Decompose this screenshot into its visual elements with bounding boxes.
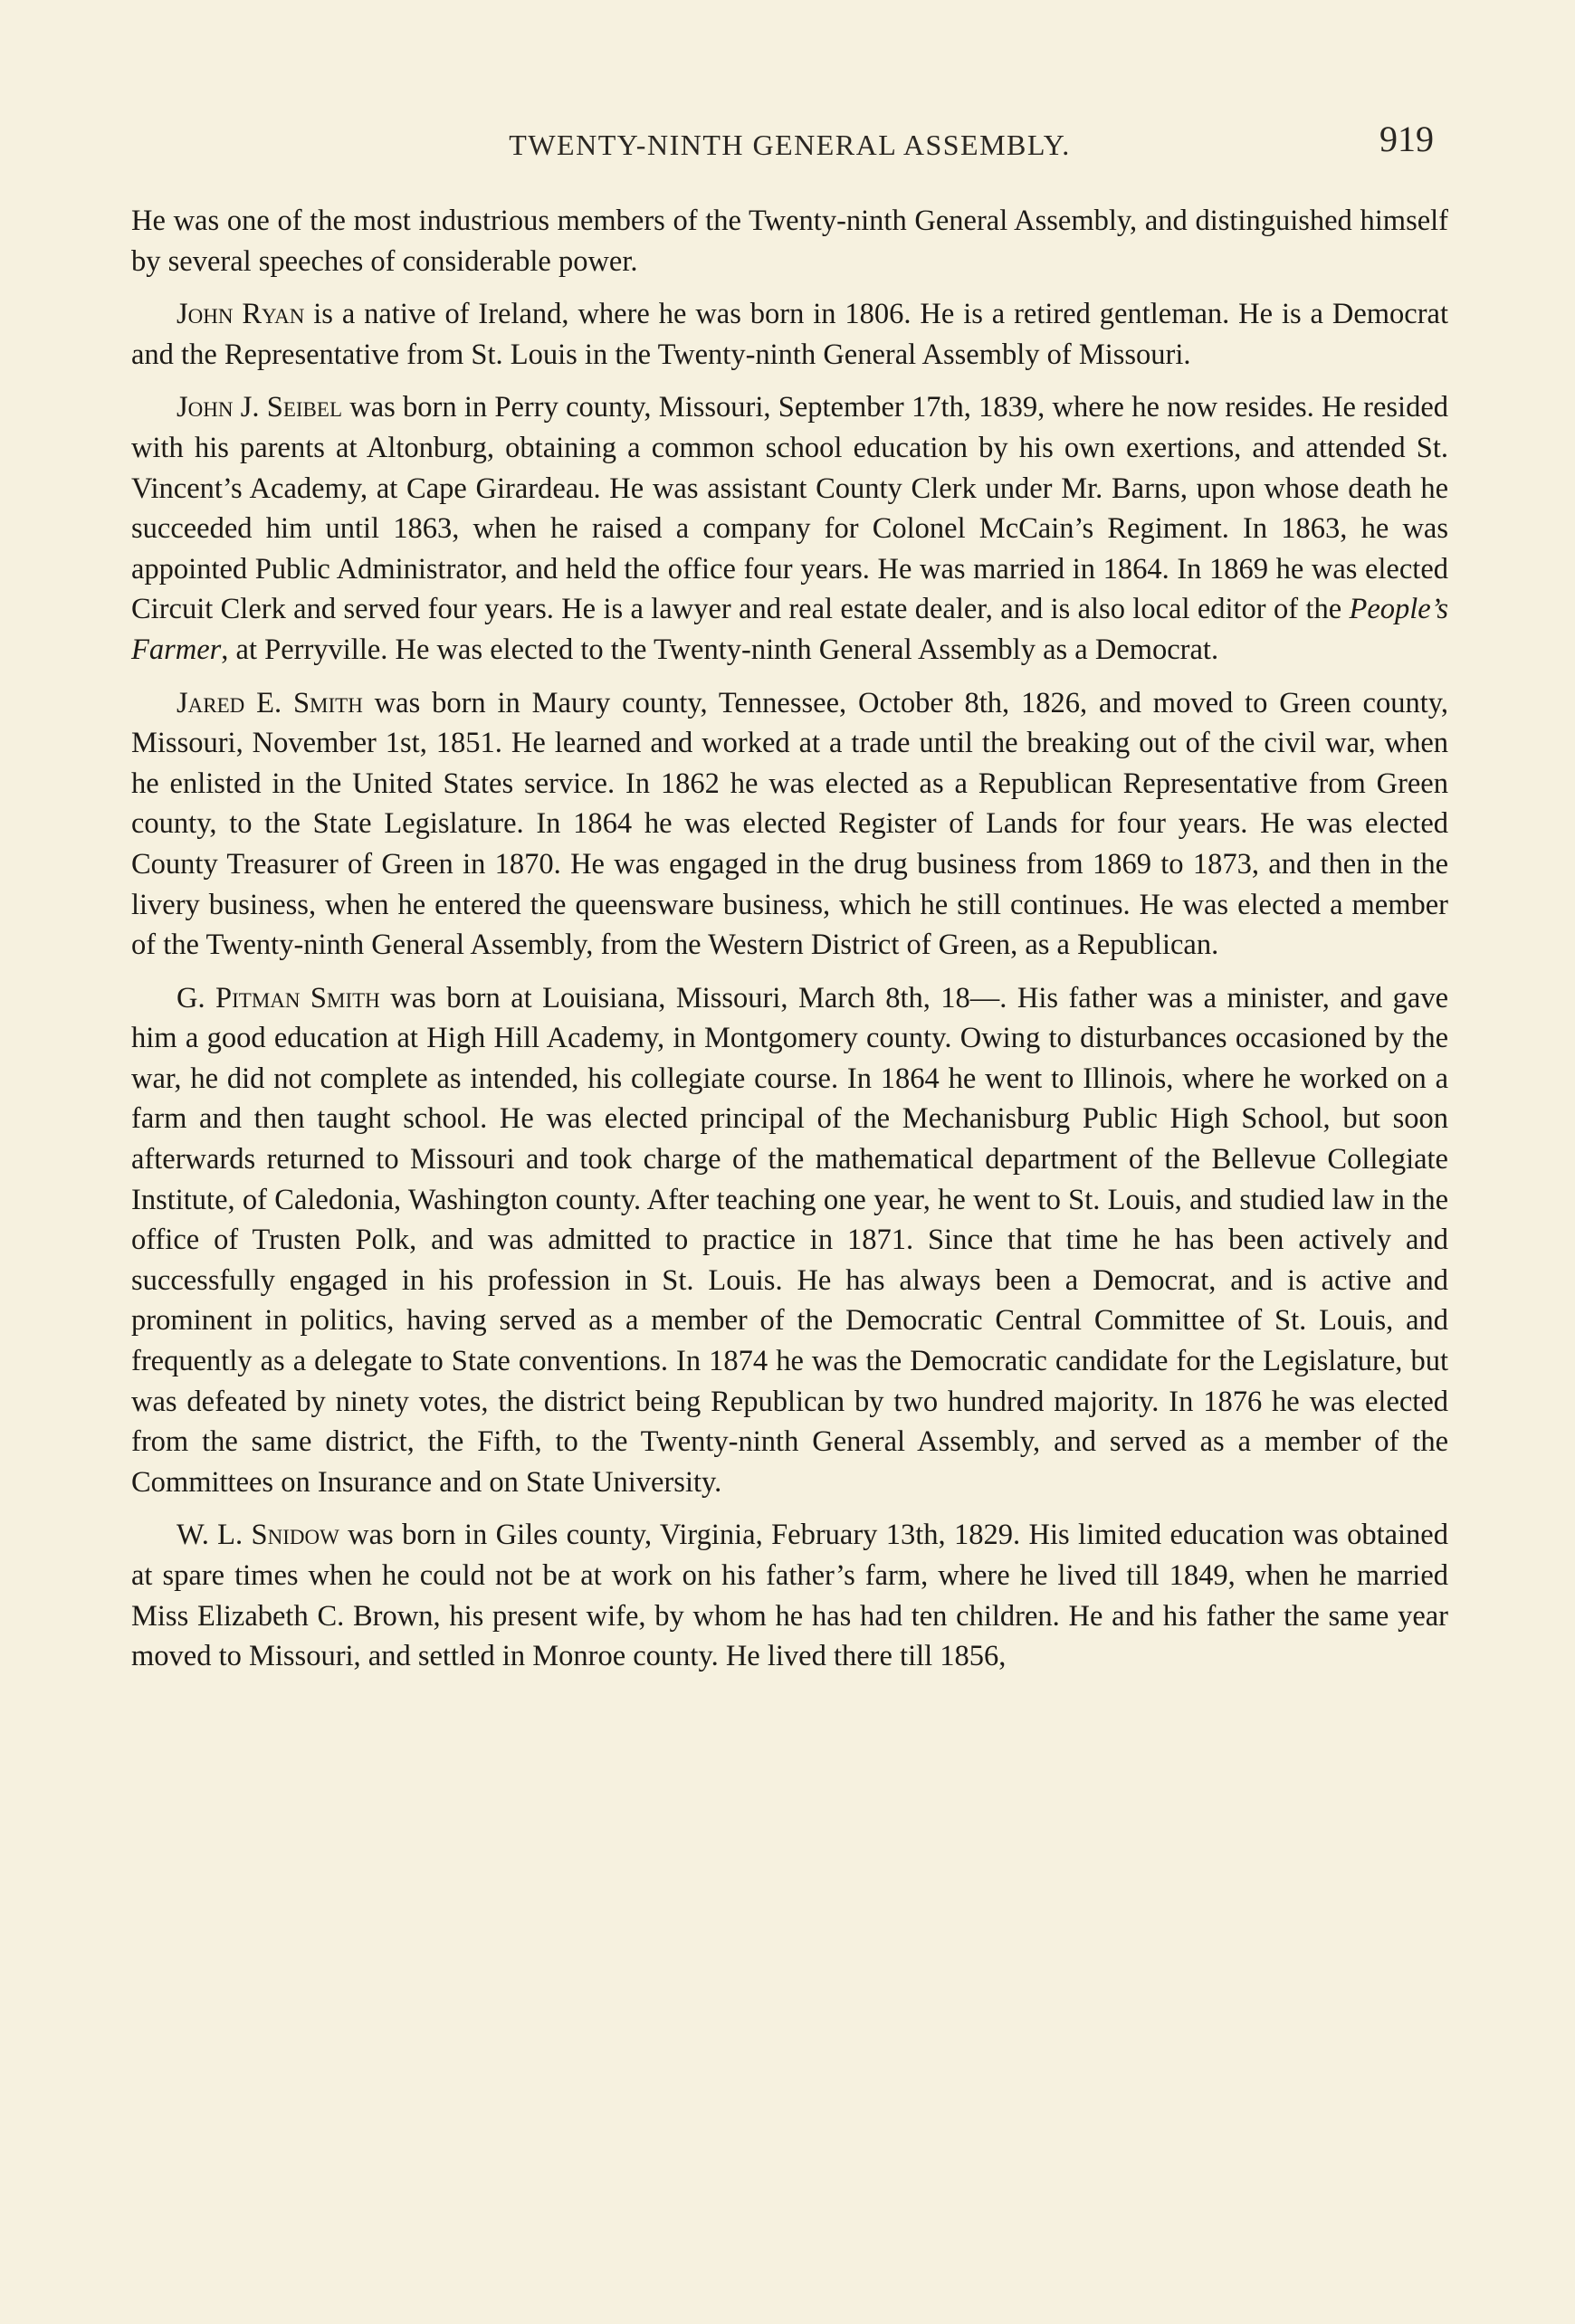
newspaper-title: People’s Farmer: [131, 593, 1448, 666]
paragraph-jared-e-smith: [131, 683, 1448, 966]
page-number: 919: [1379, 119, 1434, 159]
entry-name: John Ryan: [177, 298, 305, 331]
paragraph-text: was born in Giles county, Virginia, February 13th, 1829. His limited education was obtained at spare times when he could not be at work on his father’s farm, where he lived till 1849, when he married Miss Elizabeth C. Brown, his present wife, by whom he has had ten children. He and his father the same year moved to Missouri, and settled in Monroe county. He lived there till 1856,: [131, 1519, 1448, 1673]
paragraph-g-pitman-smith: [131, 978, 1448, 1503]
paragraph-text: He was one of the most industrious members of the Twenty-ninth General Assembly, and distinguished himself by several speeches of considerable power.: [131, 205, 1448, 278]
running-head: TWENTY-NINTH GENERAL ASSEMBLY.: [509, 129, 1071, 161]
page-header: [131, 118, 1448, 181]
paragraph-text: is a native of Ireland, where he was born in 1806. He is a retired gentleman. He is a Democrat and the Representative from St. Louis in the Twenty-ninth General Assembly of Missouri.: [131, 298, 1449, 371]
paragraph-continuation: [131, 201, 1448, 281]
paragraph-john-j-seibel: [131, 387, 1448, 670]
entry-name: Jared E. Smith: [177, 686, 363, 719]
entry-name: G. Pitman Smith: [177, 981, 380, 1014]
body-text: [131, 201, 1448, 1677]
paragraph-text: was born at Louisiana, Missouri, March 8th, 18—. His father was a minister, and gave him a good education at High Hill Academy, in Montgomery county. Owing to disturbances occasioned by the war, he did not complete as intended, his collegiate course. In 1864 he went to Illinois, where he worked on a farm and then taught school. He was elected principal of the Mechanisburg Public High School, but soon afterwards returned to Missouri and took charge of the mathematical department of the Bellevue Collegiate Institute, of Caledonia, Washington county. After teaching one year, he went to St. Louis, and studied law in the office of Trusten Polk, and was admitted to practice in 1871. Since that time he has been actively and successfully engaged in his profession in St. Louis. He has always been a Democrat, and is active and prominent in politics, having served as a member of the Democratic Central Committee of St. Louis, and frequently as a delegate to State conventions. In 1874 he was the Democratic candidate for the Legislature, but was defeated by ninety votes, the district being Republican by two hundred majority. In 1876 he was elected from the same district, the Fifth, to the Twenty-ninth General Assembly, and served as a member of the Committees on Insurance and on State University.: [131, 981, 1448, 1499]
entry-name: John J. Seibel: [177, 391, 342, 424]
paragraph-w-l-snidow: [131, 1515, 1448, 1676]
paragraph-text: , at Perryville. He was elected to the Twenty-ninth General Assembly as a Democrat.: [221, 633, 1219, 666]
paragraph-text: was born in Maury county, Tennessee, October 8th, 1826, and moved to Green county, Missouri, November 1st, 1851. He learned and worked at a trade until the breaking out of the civil war, when he enlisted in the United States service. In 1862 he was elected as a Republican Representative from Green county, to the State Legislature. In 1864 he was elected Register of Lands for four years. He was elected County Treasurer of Green in 1870. He was engaged in the drug business from 1869 to 1873, and then in the livery business, when he entered the queensware business, which he still continues. He was elected a member of the Twenty-ninth General Assembly, from the Western District of Green, as a Republican.: [131, 686, 1448, 962]
paragraph-john-ryan: [131, 294, 1448, 375]
entry-name: W. L. Snidow: [177, 1519, 339, 1552]
paragraph-text: was born in Perry county, Missouri, September 17th, 1839, where he now resides. He resided with his parents at Altonburg, obtaining a common school education by his own exertions, and attended St. Vincent’s Academy, at Cape Girardeau. He was assistant County Clerk under Mr. Barns, upon whose death he succeeded him until 1863, when he raised a company for Colonel McCain’s Regiment. In 1863, he was appointed Public Administrator, and held the office four years. He was married in 1864. In 1869 he was elected Circuit Clerk and served four years. He is a lawyer and real estate dealer, and is also local editor of the: [131, 391, 1448, 626]
